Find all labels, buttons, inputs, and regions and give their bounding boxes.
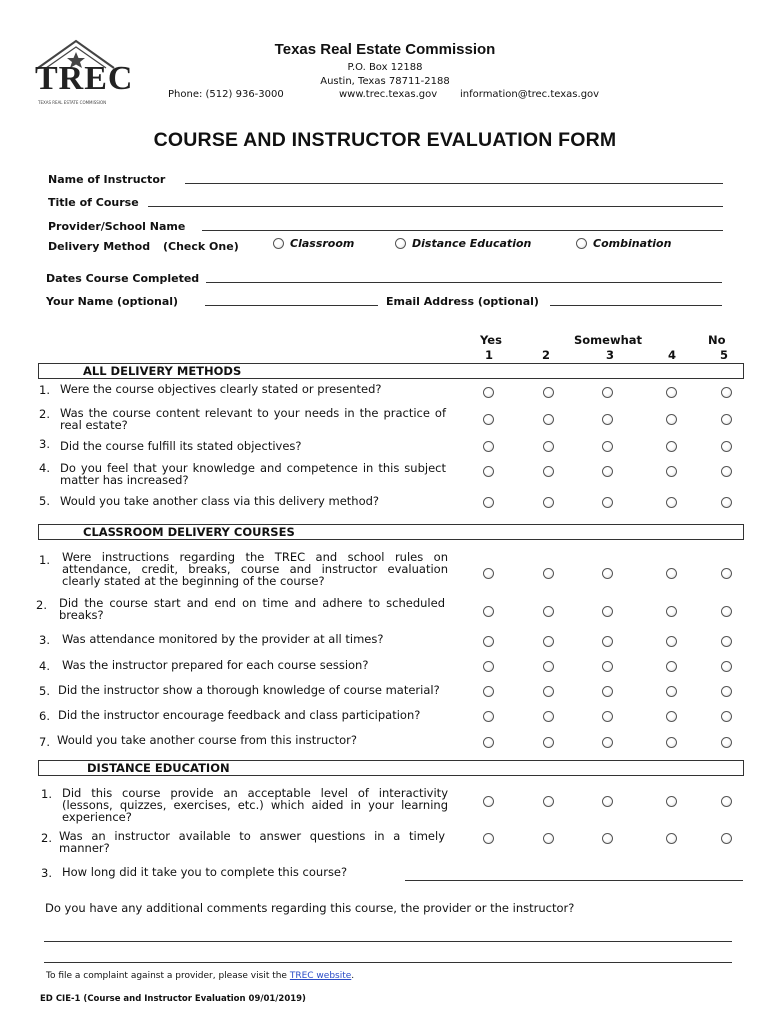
classroom-q7-rating-5-radio[interactable] [721, 737, 732, 748]
classroom-q3-rating-2-radio[interactable] [543, 636, 554, 647]
complaint-suffix: . [351, 971, 355, 981]
all-question-number: 3. [39, 437, 50, 451]
classroom-question-text: Would you take another course from this instructor? [57, 733, 357, 747]
logo-text: TREC [35, 60, 134, 97]
delivery-classroom-label: Classroom [290, 237, 355, 250]
classroom-q3-rating-4-radio[interactable] [666, 636, 677, 647]
all-q1-rating-5-radio[interactable] [721, 387, 732, 398]
distance-q1-rating-4-radio[interactable] [666, 796, 677, 807]
classroom-q4-rating-4-radio[interactable] [666, 661, 677, 672]
all-q2-rating-1-radio[interactable] [483, 414, 494, 425]
trec-logo [34, 38, 134, 108]
delivery-classroom-radio[interactable] [273, 238, 284, 249]
form-code: ED CIE-1 (Course and Instructor Evaluation 09/01/2019) [40, 994, 306, 1004]
distance-question-text: How long did it take you to complete this course? [62, 865, 348, 879]
classroom-q7-rating-3-radio[interactable] [602, 737, 613, 748]
dates-label: Dates Course Completed [46, 272, 200, 285]
all-q5-rating-2-radio[interactable] [543, 497, 554, 508]
classroom-q6-rating-3-radio[interactable] [602, 711, 613, 722]
classroom-question-number: 3. [39, 633, 50, 647]
classroom-q2-rating-2-radio[interactable] [543, 606, 554, 617]
all-question-text: Was the course content relevant to your needs in the practice of real estate? [60, 406, 446, 432]
classroom-q7-rating-2-radio[interactable] [543, 737, 554, 748]
all-question-text: Were the course objectives clearly stated or presented? [60, 382, 382, 396]
all-q4-rating-5-radio[interactable] [721, 466, 732, 477]
all-question-text: Would you take another class via this delivery method? [60, 494, 380, 508]
classroom-q5-rating-1-radio[interactable] [483, 686, 494, 697]
classroom-q1-rating-2-radio[interactable] [543, 568, 554, 579]
all-q4-rating-2-radio[interactable] [543, 466, 554, 477]
all-q1-rating-3-radio[interactable] [602, 387, 613, 398]
classroom-q7-rating-4-radio[interactable] [666, 737, 677, 748]
comments-line-2[interactable] [44, 962, 732, 963]
classroom-question-number: 5. [39, 684, 50, 698]
distance-q2-rating-5-radio[interactable] [721, 833, 732, 844]
classroom-q7-rating-1-radio[interactable] [483, 737, 494, 748]
classroom-q1-rating-1-radio[interactable] [483, 568, 494, 579]
all-q5-rating-5-radio[interactable] [721, 497, 732, 508]
distance-q1-rating-2-radio[interactable] [543, 796, 554, 807]
form-title: COURSE AND INSTRUCTOR EVALUATION FORM [153, 129, 617, 151]
comments-prompt: Do you have any additional comments regarding this course, the provider or the instructor? [45, 901, 575, 915]
city-address: Austin, Texas 78711-2188 [320, 76, 450, 87]
instructor-label: Name of Instructor [48, 173, 166, 186]
classroom-q6-rating-1-radio[interactable] [483, 711, 494, 722]
delivery-distance-label: Distance Education [412, 237, 532, 250]
all-q4-rating-3-radio[interactable] [602, 466, 613, 477]
scale-1: 1 [485, 348, 494, 362]
distance-q2-rating-1-radio[interactable] [483, 833, 494, 844]
email-field[interactable] [550, 305, 722, 306]
classroom-question-text: Was the instructor prepared for each course session? [62, 658, 369, 672]
classroom-q4-rating-2-radio[interactable] [543, 661, 554, 672]
scale-3: 3 [606, 348, 615, 362]
completion-time-field[interactable] [405, 880, 743, 881]
classroom-question-number: 4. [39, 659, 50, 673]
classroom-q5-rating-5-radio[interactable] [721, 686, 732, 697]
classroom-q5-rating-4-radio[interactable] [666, 686, 677, 697]
email-label: Email Address (optional) [386, 295, 539, 308]
section-all-delivery [38, 363, 744, 379]
all-question-number: 1. [39, 383, 50, 397]
all-q3-rating-2-radio[interactable] [543, 441, 554, 452]
all-q4-rating-1-radio[interactable] [483, 466, 494, 477]
all-q3-rating-4-radio[interactable] [666, 441, 677, 452]
all-q3-rating-5-radio[interactable] [721, 441, 732, 452]
all-question-number: 5. [39, 494, 50, 508]
all-question-text: Do you feel that your knowledge and competence in this subject matter has increased? [60, 461, 446, 487]
classroom-q1-rating-5-radio[interactable] [721, 568, 732, 579]
classroom-q6-rating-2-radio[interactable] [543, 711, 554, 722]
provider-field[interactable] [202, 230, 723, 231]
classroom-q6-rating-5-radio[interactable] [721, 711, 732, 722]
section-classroom-title: CLASSROOM DELIVERY COURSES [83, 525, 295, 539]
scale-somewhat: Somewhat [574, 333, 643, 347]
distance-question-number: 2. [41, 831, 52, 845]
classroom-q4-rating-5-radio[interactable] [721, 661, 732, 672]
all-q2-rating-5-radio[interactable] [721, 414, 732, 425]
instructor-field[interactable] [185, 183, 723, 184]
classroom-q4-rating-3-radio[interactable] [602, 661, 613, 672]
section-distance [38, 760, 744, 776]
scale-4: 4 [668, 348, 677, 362]
comments-line-1[interactable] [44, 941, 732, 942]
all-q5-rating-4-radio[interactable] [666, 497, 677, 508]
distance-q1-rating-3-radio[interactable] [602, 796, 613, 807]
classroom-question-number: 6. [39, 709, 50, 723]
all-q2-rating-2-radio[interactable] [543, 414, 554, 425]
org-name: Texas Real Estate Commission [274, 41, 496, 58]
trec-website-link[interactable]: TREC website [289, 971, 352, 981]
all-q5-rating-3-radio[interactable] [602, 497, 613, 508]
classroom-q2-rating-3-radio[interactable] [602, 606, 613, 617]
scale-5: 5 [720, 348, 729, 362]
delivery-combination-label: Combination [593, 237, 672, 250]
classroom-q4-rating-1-radio[interactable] [483, 661, 494, 672]
delivery-combination-radio[interactable] [576, 238, 587, 249]
course-label: Title of Course [48, 196, 139, 209]
classroom-q3-rating-5-radio[interactable] [721, 636, 732, 647]
classroom-question-number: 1. [39, 553, 50, 567]
classroom-question-number: 2. [36, 598, 47, 612]
phone: Phone: (512) 936-3000 [168, 89, 284, 100]
classroom-q3-rating-3-radio[interactable] [602, 636, 613, 647]
website[interactable]: www.trec.texas.gov [339, 89, 438, 100]
distance-question-number: 1. [41, 787, 52, 801]
distance-q2-rating-2-radio[interactable] [543, 833, 554, 844]
classroom-question-text: Did the course start and end on time and adhere to scheduled breaks? [59, 596, 445, 622]
all-q4-rating-4-radio[interactable] [666, 466, 677, 477]
provider-label: Provider/School Name [48, 220, 186, 233]
all-question-number: 4. [39, 461, 50, 475]
complaint-prefix: To file a complaint against a provider, please visit the [46, 971, 290, 981]
all-q1-rating-1-radio[interactable] [483, 387, 494, 398]
classroom-question-text: Was attendance monitored by the provider at all times? [62, 632, 384, 646]
email-contact[interactable]: information@trec.texas.gov [460, 89, 600, 100]
classroom-question-text: Did the instructor show a thorough knowledge of course material? [58, 683, 440, 697]
all-q2-rating-4-radio[interactable] [666, 414, 677, 425]
distance-question-text: Did this course provide an acceptable level of interactivity (lessons, quizzes, exercises, etc.) which aided in your learning experience? [62, 786, 448, 824]
scale-yes: Yes [480, 333, 502, 347]
classroom-q3-rating-1-radio[interactable] [483, 636, 494, 647]
all-question-text: Did the course fulfill its stated objectives? [60, 439, 302, 453]
all-q1-rating-4-radio[interactable] [666, 387, 677, 398]
delivery-distance-radio[interactable] [395, 238, 406, 249]
distance-q1-rating-5-radio[interactable] [721, 796, 732, 807]
classroom-q2-rating-5-radio[interactable] [721, 606, 732, 617]
course-field[interactable] [148, 206, 723, 207]
logo-caption: TEXAS REAL ESTATE COMMISSION [38, 100, 107, 105]
classroom-q6-rating-4-radio[interactable] [666, 711, 677, 722]
distance-question-text: Was an instructor available to answer questions in a timely manner? [59, 829, 445, 855]
all-q5-rating-1-radio[interactable] [483, 497, 494, 508]
po-box: P.O. Box 12188 [347, 62, 423, 73]
all-q2-rating-3-radio[interactable] [602, 414, 613, 425]
dates-field[interactable] [206, 282, 722, 283]
distance-q1-rating-1-radio[interactable] [483, 796, 494, 807]
classroom-q5-rating-3-radio[interactable] [602, 686, 613, 697]
delivery-label: Delivery Method [48, 240, 151, 253]
classroom-q1-rating-4-radio[interactable] [666, 568, 677, 579]
all-q3-rating-1-radio[interactable] [483, 441, 494, 452]
classroom-q1-rating-3-radio[interactable] [602, 568, 613, 579]
section-all-title: ALL DELIVERY METHODS [83, 364, 242, 378]
check-one-label: (Check One) [163, 240, 239, 253]
complaint-note [46, 971, 354, 981]
all-q1-rating-2-radio[interactable] [543, 387, 554, 398]
section-distance-title: DISTANCE EDUCATION [87, 761, 230, 775]
classroom-question-text: Did the instructor encourage feedback and class participation? [58, 708, 421, 722]
classroom-question-text: Were instructions regarding the TREC and school rules on attendance, credit, breaks, course and instructor evaluation clearly stated at the beginning of the course? [62, 550, 448, 588]
classroom-question-number: 7. [39, 735, 50, 749]
classroom-q5-rating-2-radio[interactable] [543, 686, 554, 697]
all-q3-rating-3-radio[interactable] [602, 441, 613, 452]
classroom-q2-rating-4-radio[interactable] [666, 606, 677, 617]
distance-question-number: 3. [41, 866, 52, 880]
classroom-q2-rating-1-radio[interactable] [483, 606, 494, 617]
all-question-number: 2. [39, 407, 50, 421]
distance-q2-rating-4-radio[interactable] [666, 833, 677, 844]
distance-q2-rating-3-radio[interactable] [602, 833, 613, 844]
scale-no: No [708, 333, 726, 347]
scale-2: 2 [542, 348, 551, 362]
your-name-field[interactable] [205, 305, 378, 306]
your-name-label: Your Name (optional) [46, 295, 179, 308]
section-classroom [38, 524, 744, 540]
